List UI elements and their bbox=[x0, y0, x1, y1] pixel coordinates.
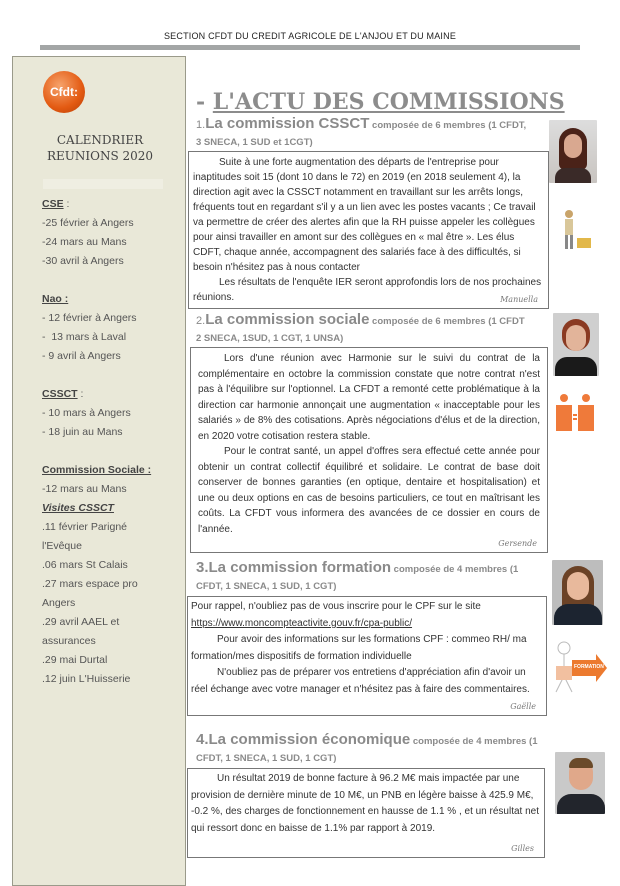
decorative-band bbox=[43, 179, 163, 189]
list-item: - 10 mars à Angers bbox=[42, 407, 131, 419]
signature: Gersende bbox=[498, 539, 537, 548]
list-item: -12 mars au Mans bbox=[42, 483, 127, 495]
header-divider bbox=[40, 45, 580, 50]
signature: Gilles bbox=[511, 844, 534, 853]
section-heading-cssct: 1.La commission CSSCT composée de 6 membres (1 CFDT, 3 SNECA, 1 SUD et 1CGT) bbox=[196, 115, 527, 148]
member-photo bbox=[552, 560, 603, 625]
cfdt-logo: Cfdt: bbox=[43, 71, 85, 113]
sidebar-calendar bbox=[12, 56, 186, 886]
section-heading-economique: 4.La commission économique composée de 4 membres (1 CFDT, 1 SNECA, 1 SUD, 1 CGT) bbox=[196, 731, 538, 764]
list-item: - 9 avril à Angers bbox=[42, 350, 121, 362]
list-item: .12 juin L'Huisserie bbox=[42, 673, 131, 685]
list-item: assurances bbox=[42, 635, 96, 647]
meeting-list: CSE : -25 février à Angers -24 mars au Mans -30 avril à Angers Nao : - 12 février à Angers - 13 mars à Laval - 9 avril à Angers CSSCT : - 10 mars à Angers - 18 juin au Mans Commission Sociale : -12 mars au Mans Visites CSSCT .11 février Parigné l'Evêque .06 mars St Calais .27 mars espace pro Angers .29 avril AAEL et assurances .29 mai Durtal .12 juin L'Huisserie bbox=[42, 195, 187, 689]
section-heading-formation: 3.La commission formation composée de 4 membres (1 CFDT, 1 SNECA, 1 SUD, 1 CGT) bbox=[196, 559, 519, 592]
member-photo bbox=[555, 752, 605, 814]
section-heading-sociale: 2.La commission sociale composée de 6 membres (1 CFDT 2 SNECA, 1SUD, 1 CGT, 1 UNSA) bbox=[196, 311, 525, 344]
section-box-sociale: Lors d'une réunion avec Harmonie sur le suivi du contrat de la complémentaire en octobre la commission constate que notre contrat n'est pas à l'équilibre sur l'optionnel. La CFDT a remonté cette problématique à la direction car harmonie annonçait une augmentation « inacceptable pour les salariés » de 8% des cotisations. Après négociations d'élus et de la direction, en 2020 votre cotisation restera stable. Pour le contrat santé, un appel d'offres sera effectué cette année pour obtenir un contrat collectif équilibré et solidaire. Le contrat de base doit conserver de bonnes garanties (en optique, dentaire et hospitalisation) et une ou deux options en cas de besoins particuliers, ce tout en maîtrisant les coûts. La CFDT vous informera des avancées de ce dossier en cours de l'année. Gersende bbox=[190, 347, 548, 553]
list-item: - 13 mars à Laval bbox=[42, 331, 127, 343]
document-header: SECTION CFDT DU CREDIT AGRICOLE DE L'ANJOU ET DU MAINE bbox=[163, 31, 457, 41]
list-item: l'Evêque bbox=[42, 540, 82, 552]
list-item: .27 mars espace pro bbox=[42, 578, 138, 590]
member-photo bbox=[553, 313, 599, 376]
list-item: .29 avril AAEL et bbox=[42, 616, 120, 628]
calendar-title: CALENDRIER REUNIONS 2020 bbox=[46, 133, 154, 163]
list-item: -25 février à Angers bbox=[42, 217, 134, 229]
list-item: -24 mars au Mans bbox=[42, 236, 127, 248]
member-photo bbox=[549, 120, 597, 183]
list-item: -30 avril à Angers bbox=[42, 255, 124, 267]
worker-illustration bbox=[555, 208, 593, 254]
list-item: Angers bbox=[42, 597, 76, 609]
list-item: .11 février Parigné bbox=[42, 521, 128, 533]
section-box-formation: Pour rappel, n'oubliez pas de vous inscrire pour le CPF sur le site https://www.moncompteactivite.gouv.fr/cpa-public/ Pour avoir des informations sur les formations CPF : commeo RH/ ma formation/mes dispositifs de formation individuelle N'oubliez pas de préparer vos entretiens d'appréciation afin d'avoir un réel échange avec votre manager et n'hésitez pas à faire des commentaires. Gaëlle bbox=[187, 596, 547, 716]
signature: Manuella bbox=[500, 295, 538, 304]
list-item: - 12 février à Angers bbox=[42, 312, 137, 324]
formation-illustration: FORMATION bbox=[550, 636, 608, 700]
section-box-cssct: Suite à une forte augmentation des départs de l'entreprise pour inaptitudes soit 15 (dont 10 dans le 72) en 2019 (en 2018 seulement 4), la direction agit avec la CSSCT notamment en travaillant sur les arrêts longs, fréquents tout en regardant s'il y a un lien avec les postes vacants ; Ce travail va permettre de créer des alertes afin que la RH puisse appeler les collègues pour ainsi travailler en amont sur des collègues en « mal être ». Les élus CDFT, chaque année, accompagnent des salariés face à des difficultés, si besoin n'hésitez pas à nous contacter Les résultats de l'enquête IER seront approfondis lors de nos prochaines réunions. Manuella bbox=[188, 151, 549, 309]
page-title: - L'ACTU DES COMMISSIONS bbox=[196, 89, 565, 115]
balance-illustration bbox=[554, 392, 598, 442]
list-item: - 18 juin au Mans bbox=[42, 426, 123, 438]
section-box-economique: Un résultat 2019 de bonne facture à 96.2 M€ mais impactée par une provision de dernière minute de 10 M€, un PNB en légère baisse à 425.9 M€, -0.2 %, des charges de fonctionnement en hausse de 1.1 % , et un résultat net qui ressort donc en baisse de 1.1% par rapport à 2019. Gilles bbox=[187, 768, 545, 858]
list-item: .29 mai Durtal bbox=[42, 654, 108, 666]
cpf-link[interactable]: https://www.moncompteactivite.gouv.fr/cpa-public/ bbox=[191, 617, 413, 629]
signature: Gaëlle bbox=[510, 702, 536, 711]
list-item: .06 mars St Calais bbox=[42, 559, 128, 571]
